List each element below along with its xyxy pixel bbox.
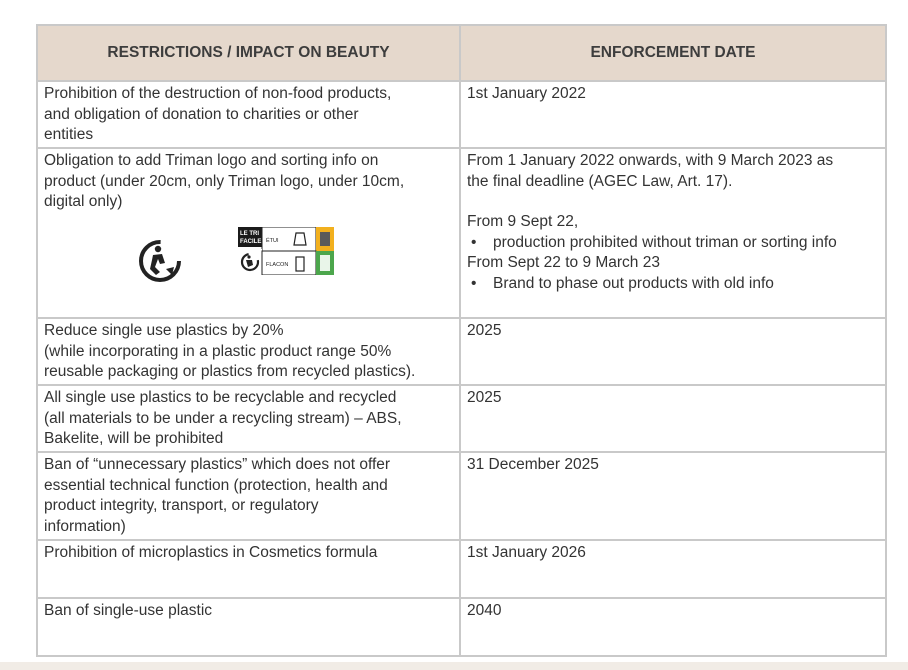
table-header-row	[37, 25, 886, 81]
table-row	[37, 81, 886, 148]
date-cell	[460, 81, 886, 148]
restriction-cell	[37, 148, 460, 318]
date-section-title: From 9 Sept 22,	[467, 213, 579, 230]
date-section-title: From Sept 22 to 9 March 23	[467, 254, 660, 271]
restriction-line: reusable packaging or plastics from recycled plastics).	[44, 363, 416, 380]
info-tri-sorting-label-icon	[238, 227, 334, 275]
restriction-line: Prohibition of microplastics in Cosmetics formula	[44, 544, 378, 561]
label-le-tri: LE TRI	[240, 230, 259, 237]
restriction-line: (while incorporating in a plastic product range 50%	[44, 342, 392, 360]
label-flacon: FLACON	[266, 261, 289, 268]
table-row	[37, 148, 886, 318]
restriction-cell	[37, 385, 460, 452]
label-etui: ÉTUI	[266, 237, 279, 244]
restriction-cell	[37, 452, 460, 540]
date-text: 2040	[467, 602, 502, 619]
table-row	[37, 385, 886, 452]
date-bullet-list	[467, 274, 880, 295]
restriction-line: Prohibition of the destruction of non-food products,	[44, 85, 392, 102]
date-cell	[460, 598, 886, 656]
date-text: 2025	[467, 389, 502, 406]
restriction-cell	[37, 81, 460, 148]
header-restrictions: RESTRICTIONS / IMPACT ON BEAUTY	[37, 25, 460, 81]
page-bottom-strip	[0, 662, 908, 670]
restriction-line: Bakelite, will be prohibited	[44, 430, 224, 447]
date-text: From 1 January 2022 onwards, with 9 March 2023 as	[467, 152, 834, 169]
regulation-table	[36, 24, 887, 657]
logos-area	[44, 225, 454, 305]
table-row	[37, 452, 886, 540]
header-enforcement-date: ENFORCEMENT DATE	[460, 25, 886, 81]
date-bullet-list	[467, 233, 880, 254]
table-row	[37, 318, 886, 385]
restriction-line: information)	[44, 517, 126, 535]
date-text: 1st January 2022	[467, 85, 586, 102]
restriction-line: Reduce single use plastics by 20%	[44, 322, 284, 339]
date-cell	[460, 540, 886, 598]
date-cell	[460, 148, 886, 318]
table-row	[37, 598, 886, 656]
date-cell	[460, 385, 886, 452]
date-cell	[460, 318, 886, 385]
restriction-line: product integrity, transport, or regulatory	[44, 497, 319, 514]
restriction-line: entities	[44, 126, 94, 143]
date-cell	[460, 452, 886, 540]
date-text: the final deadline (AGEC Law, Art. 17).	[467, 172, 733, 190]
restriction-line: digital only)	[44, 193, 123, 210]
date-text: 31 December 2025	[467, 456, 599, 473]
restriction-line: (all materials to be under a recycling stream) – ABS,	[44, 409, 402, 427]
restriction-line: Ban of “unnecessary plastics” which does not offer	[44, 456, 391, 473]
restriction-line: and obligation of donation to charities or other	[44, 105, 359, 123]
restriction-line: essential technical function (protection, health and	[44, 476, 388, 494]
restriction-cell	[37, 540, 460, 598]
table-row	[37, 540, 886, 598]
date-text: 2025	[467, 322, 502, 339]
restriction-line: Ban of single-use plastic	[44, 602, 213, 619]
label-facile: FACILE	[240, 238, 262, 245]
date-bullet-item: • production prohibited without triman or sorting info	[467, 233, 880, 254]
restriction-cell	[37, 598, 460, 656]
date-text: 1st January 2026	[467, 544, 586, 561]
restriction-line: product (under 20cm, only Triman logo, under 10cm,	[44, 172, 405, 190]
restriction-line: All single use plastics to be recyclable and recycled	[44, 389, 397, 406]
triman-logo-icon	[138, 239, 182, 283]
date-bullet-item: • Brand to phase out products with old info	[467, 274, 880, 295]
restriction-cell	[37, 318, 460, 385]
restriction-line: Obligation to add Triman logo and sorting info on	[44, 152, 379, 169]
